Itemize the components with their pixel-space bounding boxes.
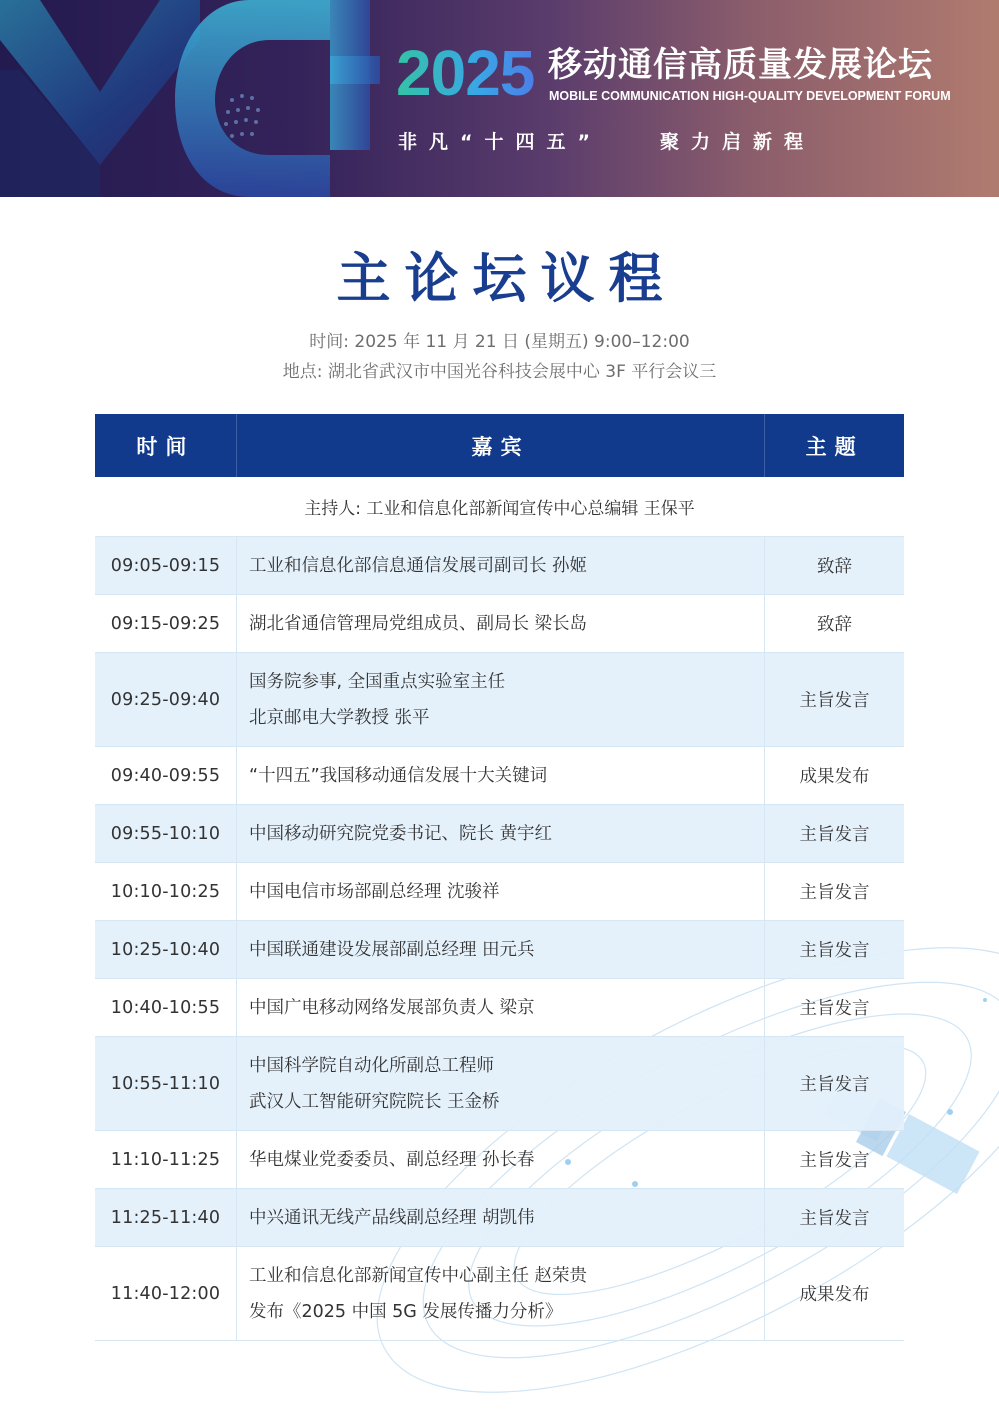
row-time: 09:40-09:55	[110, 765, 221, 786]
row-speaker	[236, 1247, 765, 1340]
row-speaker	[236, 1131, 765, 1188]
row-speaker	[236, 595, 765, 652]
table-row	[95, 979, 904, 1037]
header-banner	[0, 0, 999, 197]
table-row	[95, 1189, 904, 1247]
row-topic: 主旨发言	[799, 1075, 870, 1095]
row-time: 10:25-10:40	[110, 939, 221, 960]
row-topic: 主旨发言	[799, 999, 870, 1019]
row-speaker	[236, 653, 765, 746]
table-row	[95, 1247, 904, 1341]
header-speaker: 嘉宾	[236, 414, 766, 477]
speaker-line: 工业和信息化部新闻宣传中心副主任 赵荣贵	[249, 1265, 588, 1286]
speaker-line: 中国电信市场部副总经理 沈骏祥	[249, 881, 500, 902]
row-speaker	[236, 979, 765, 1036]
header-topic: 主题	[805, 434, 864, 459]
speaker-line: “十四五”我国移动通信发展十大关键词	[249, 765, 548, 786]
event-location: 地点: 湖北省武汉市中国光谷科技会展中心 3F 平行会议三	[282, 362, 717, 382]
row-time: 11:10-11:25	[110, 1149, 221, 1170]
speaker-line: 北京邮电大学教授 张平	[249, 707, 430, 728]
row-time: 10:55-11:10	[110, 1073, 221, 1094]
speaker-line: 中兴通讯无线产品线副总经理 胡凯伟	[249, 1207, 535, 1228]
row-topic: 主旨发言	[799, 691, 870, 711]
forum-subtitle: MOBILE COMMUNICATION HIGH-QUALITY DEVELOPMENT FORUM	[549, 89, 951, 103]
row-time: 09:05-09:15	[110, 555, 221, 576]
row-topic: 主旨发言	[799, 1209, 870, 1229]
row-speaker	[236, 747, 765, 804]
speaker-line: 发布《2025 中国 5G 发展传播力分析》	[249, 1301, 563, 1322]
table-row	[95, 595, 904, 653]
table-row	[95, 863, 904, 921]
speaker-line: 中国移动研究院党委书记、院长 黄宇红	[249, 823, 553, 844]
row-time: 11:25-11:40	[110, 1207, 221, 1228]
row-topic: 成果发布	[799, 767, 870, 787]
speaker-line: 国务院参事, 全国重点实验室主任	[249, 671, 506, 692]
forum-year: 2025	[396, 37, 535, 109]
table-row	[95, 653, 904, 747]
row-time: 11:40-12:00	[110, 1283, 221, 1304]
row-speaker	[236, 921, 765, 978]
speaker-line: 华电煤业党委委员、副总经理 孙长春	[249, 1149, 535, 1170]
row-speaker	[236, 863, 765, 920]
row-time: 09:15-09:25	[110, 613, 221, 634]
row-topic: 成果发布	[799, 1285, 870, 1305]
host-row: 主持人: 工业和信息化部新闻宣传中心总编辑 王保平	[95, 477, 904, 537]
speaker-line: 中国科学院自动化所副总工程师	[249, 1055, 494, 1076]
row-topic: 致辞	[817, 557, 852, 577]
table-header	[95, 414, 904, 477]
row-topic: 主旨发言	[799, 825, 870, 845]
row-speaker	[236, 1189, 765, 1246]
slogan-left: 非凡“十四五”	[398, 131, 602, 153]
row-speaker	[236, 1037, 765, 1130]
speaker-line: 武汉人工智能研究院院长 王金桥	[249, 1091, 500, 1112]
row-topic: 致辞	[817, 615, 852, 635]
table-row	[95, 537, 904, 595]
table-row	[95, 747, 904, 805]
agenda-table	[95, 414, 904, 1341]
speaker-line: 湖北省通信管理局党组成员、副局长 梁长岛	[249, 613, 588, 634]
slogan-right: 聚力启新程	[660, 131, 816, 153]
event-time: 时间: 2025 年 11 月 21 日 (星期五) 9:00–12:00	[309, 332, 690, 352]
table-row	[95, 805, 904, 863]
speaker-line: 中国广电移动网络发展部负责人 梁京	[249, 997, 535, 1018]
row-topic: 主旨发言	[799, 883, 870, 903]
speaker-line: 中国联通建设发展部副总经理 田元兵	[249, 939, 535, 960]
table-row	[95, 1037, 904, 1131]
row-speaker	[236, 805, 765, 862]
speaker-line: 工业和信息化部信息通信发展司副司长 孙姬	[249, 555, 588, 576]
row-speaker	[236, 537, 765, 594]
row-time: 09:55-10:10	[110, 823, 221, 844]
row-topic: 主旨发言	[799, 941, 870, 961]
row-time: 09:25-09:40	[110, 689, 221, 710]
row-time: 10:10-10:25	[110, 881, 221, 902]
row-topic: 主旨发言	[799, 1151, 870, 1171]
header-time: 时间	[136, 434, 195, 459]
table-row	[95, 921, 904, 979]
page-title: 主论坛议程	[336, 247, 677, 310]
table-row	[95, 1131, 904, 1189]
row-time: 10:40-10:55	[110, 997, 221, 1018]
forum-title: 移动通信高质量发展论坛	[548, 45, 933, 85]
